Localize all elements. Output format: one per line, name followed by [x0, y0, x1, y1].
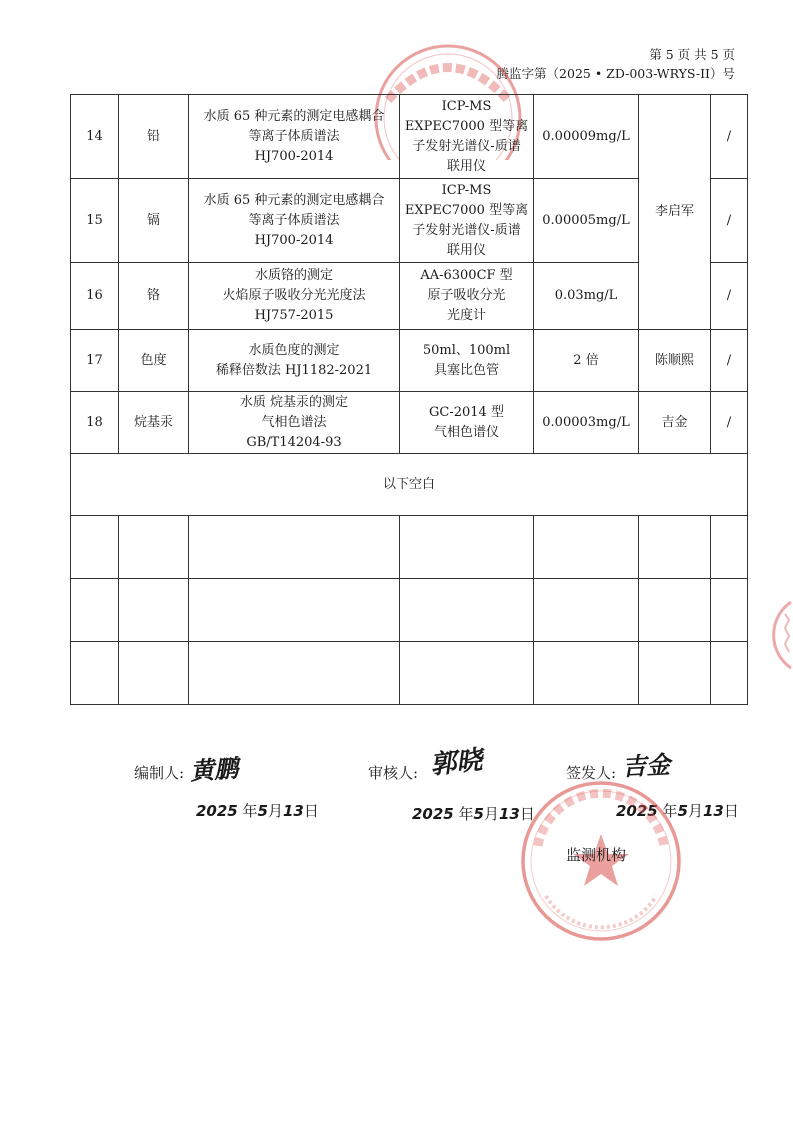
issued-signature: 吉金: [621, 750, 671, 782]
row-extra: /: [711, 330, 748, 392]
row-item: 铅: [119, 95, 189, 179]
edge-seal-icon: [765, 600, 793, 670]
row-item: 铬: [119, 263, 189, 330]
row-method: 水质色度的测定 稀释倍数法 HJ1182-2021: [189, 330, 400, 392]
reviewed-signature: 郭晓: [428, 745, 484, 781]
row-analyst: 吉金: [639, 392, 711, 454]
row-method: 水质 65 种元素的测定电感耦合 等离子体质谱法 HJ700-2014: [189, 95, 400, 179]
blank-note: 以下空白: [71, 454, 748, 516]
row-limit: 0.03mg/L: [534, 263, 639, 330]
institution-label: 监测机构: [566, 846, 627, 864]
row-no: 14: [71, 95, 119, 179]
row-extra: /: [711, 392, 748, 454]
row-method: 水质铬的测定 火焰原子吸收分光光度法 HJ757-2015: [189, 263, 400, 330]
row-limit: 0.00009mg/L: [534, 95, 639, 179]
issued-date: 2025 年5月13日: [616, 802, 739, 820]
row-instrument: ICP-MS EXPEC7000 型等离 子发射光谱仪-质谱 联用仪: [400, 95, 534, 179]
empty-row: [71, 516, 748, 579]
results-table: [70, 94, 748, 705]
row-method: 水质 烷基汞的测定 气相色谱法 GB/T14204-93: [189, 392, 400, 454]
reviewed-by-label: 审核人:: [368, 764, 419, 782]
row-instrument: 50ml、100ml 具塞比色管: [400, 330, 534, 392]
prepared-signature: 黄鹏: [189, 754, 240, 786]
table-row: [71, 330, 748, 392]
blank-note-row: [71, 454, 748, 516]
row-no: 16: [71, 263, 119, 330]
empty-row: [71, 579, 748, 642]
prepared-date: 2025 年5月13日: [196, 802, 319, 820]
row-item: 烷基汞: [119, 392, 189, 454]
row-analyst: 陈顺熙: [639, 330, 711, 392]
row-limit: 0.00005mg/L: [534, 179, 639, 263]
report-number: 腾监字第（2025 • ZD-003-WRYS-II）号: [496, 66, 735, 81]
issued-by-label: 签发人:: [566, 764, 617, 782]
row-instrument: GC-2014 型 气相色谱仪: [400, 392, 534, 454]
row-limit: 2 倍: [534, 330, 639, 392]
table-row: [71, 95, 748, 179]
reviewed-date: 2025 年5月13日: [412, 805, 535, 823]
row-instrument: AA-6300CF 型 原子吸收分光 光度计: [400, 263, 534, 330]
table-row: [71, 392, 748, 454]
empty-row: [71, 642, 748, 705]
prepared-by-label: 编制人:: [134, 764, 185, 782]
row-method: 水质 65 种元素的测定电感耦合 等离子体质谱法 HJ700-2014: [189, 179, 400, 263]
merged-analyst: 李启军: [639, 95, 711, 330]
row-no: 18: [71, 392, 119, 454]
row-extra: /: [711, 263, 748, 330]
row-extra: /: [711, 95, 748, 179]
row-item: 镉: [119, 179, 189, 263]
row-extra: /: [711, 179, 748, 263]
row-no: 17: [71, 330, 119, 392]
row-item: 色度: [119, 330, 189, 392]
row-instrument: ICP-MS EXPEC7000 型等离 子发射光谱仪-质谱 联用仪: [400, 179, 534, 263]
page-info: 第 5 页 共 5 页: [649, 47, 735, 62]
row-no: 15: [71, 179, 119, 263]
row-limit: 0.00003mg/L: [534, 392, 639, 454]
